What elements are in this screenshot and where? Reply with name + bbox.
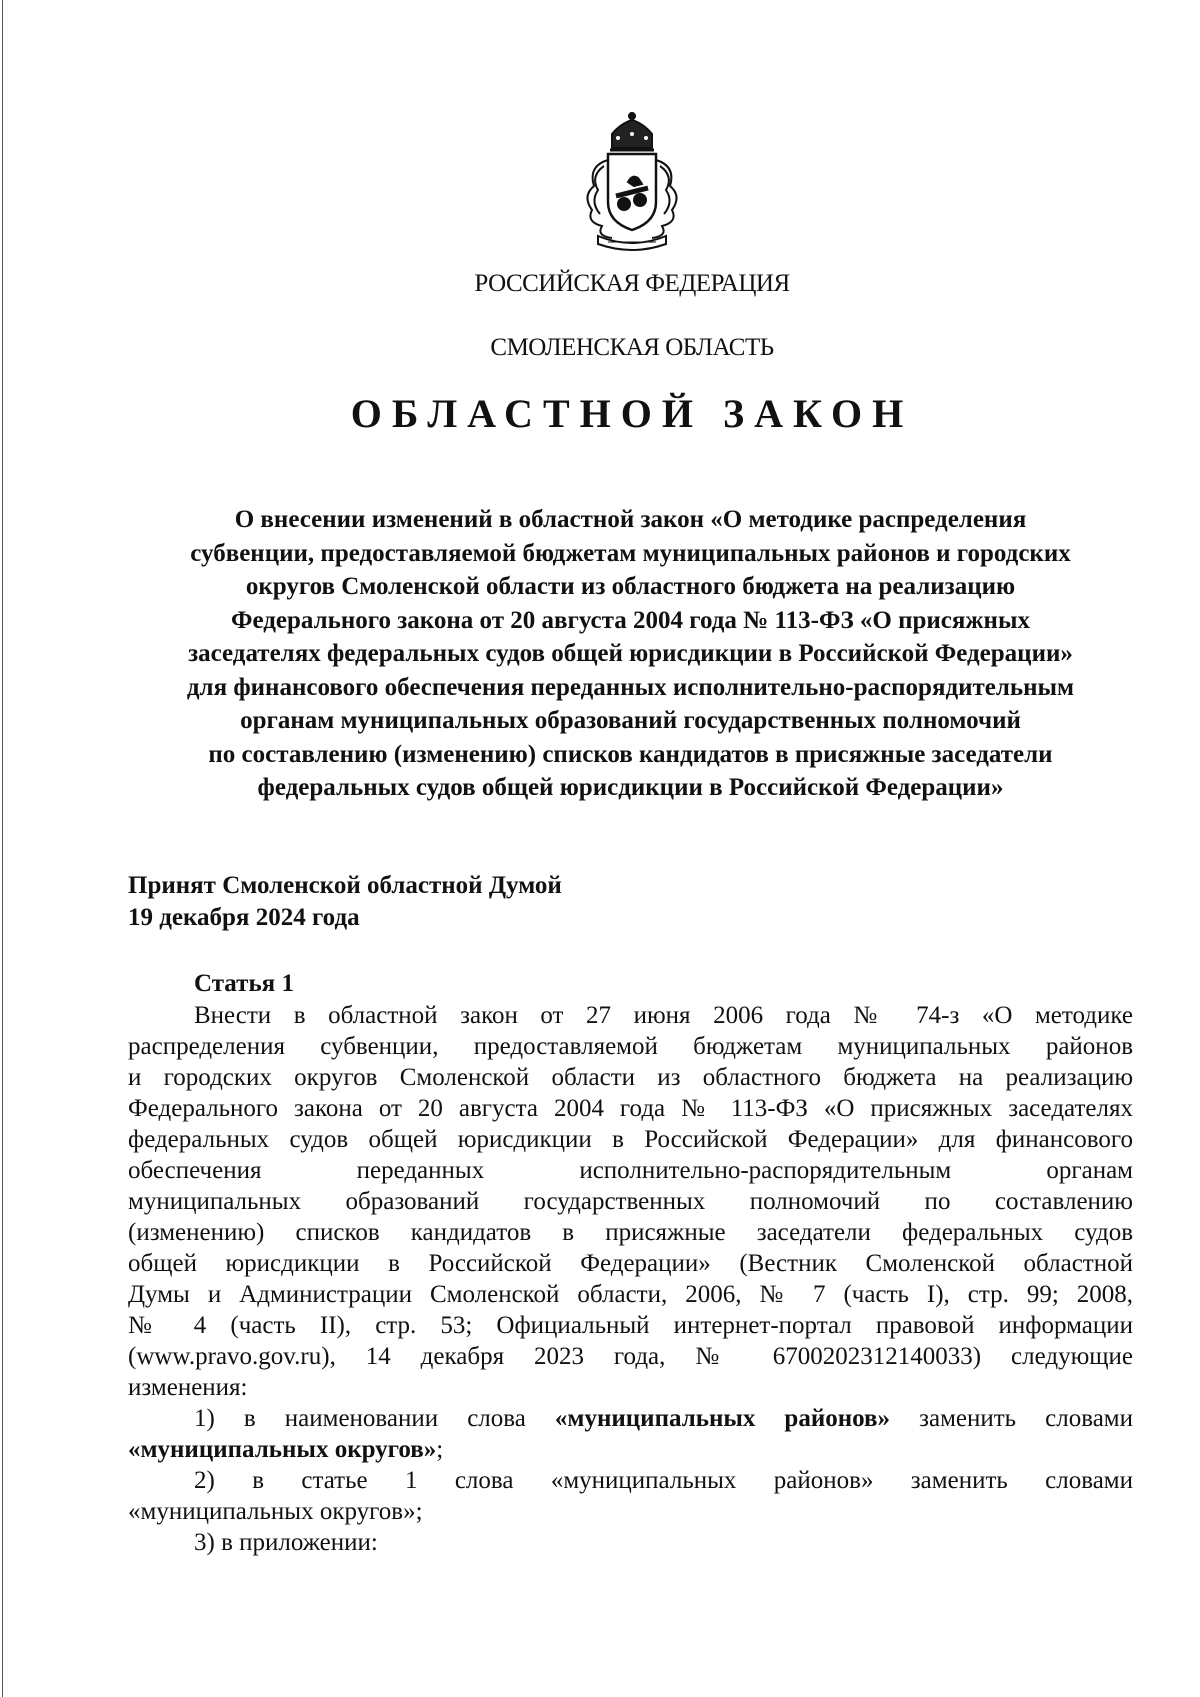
law-title-line: округов Смоленской области из областного бюджета на реализацию xyxy=(245,573,1016,600)
law-title-line: по составлению (изменению) списков кандидатов в присяжные заседатели xyxy=(208,740,1053,768)
list-item-1-line xyxy=(128,1403,1133,1434)
paragraph-line: распределения субвенции, предоставляемой бюджетам муниципальных районов xyxy=(128,1033,1133,1060)
list-item-1-old-words: «муниципальных районов» xyxy=(554,1405,891,1432)
article-body xyxy=(128,1000,1133,1558)
list-item-1-line xyxy=(128,1434,1133,1465)
list-item-1-middle: заменить словами xyxy=(890,1405,1133,1432)
list-item-1-prefix: 1) в наименовании слова xyxy=(194,1405,555,1432)
scan-edge-line xyxy=(2,0,3,1697)
law-title-line: О внесении изменений в областной закон «О методике распределения xyxy=(234,506,1027,533)
smolensk-coat-of-arms-icon xyxy=(568,110,696,252)
paragraph-line: федеральных судов общей юрисдикции в Российской Федерации» для финансового xyxy=(128,1126,1133,1153)
list-item-1-suffix: ; xyxy=(436,1436,444,1463)
paragraph-line: общей юрисдикции в Российской Федерации» (Вестник Смоленской областной xyxy=(128,1250,1133,1277)
list-item-1-new-words: «муниципальных округов» xyxy=(128,1436,437,1463)
paragraph-line: (www.pravo.gov.ru), 14 декабря 2023 года, № 6700202312140033) следующие xyxy=(128,1343,1133,1370)
paragraph-line: изменения: xyxy=(128,1374,248,1401)
law-title-line: субвенции, предоставляемой бюджетам муниципальных районов и городских xyxy=(190,539,1071,567)
law-title-line: для финансового обеспечения переданных исполнительно-распорядительным xyxy=(186,673,1075,701)
article-heading: Статья 1 xyxy=(194,970,294,997)
list-item-3-line: 3) в приложении: xyxy=(194,1529,378,1556)
list-item-2-line: 2) в статье 1 слова «муниципальных районов» заменить словами xyxy=(194,1467,1133,1494)
law-title-line: федеральных судов общей юрисдикции в Российской Федерации» xyxy=(257,774,1004,801)
paragraph-line: Федерального закона от 20 августа 2004 года № 113-ФЗ «О присяжных заседателях xyxy=(128,1095,1133,1122)
document-type-heading: ОБЛАСТНОЙ ЗАКОН xyxy=(350,391,914,436)
paragraph-line: обеспечения переданных исполнительно-распорядительным органам xyxy=(128,1157,1133,1184)
law-title xyxy=(128,503,1133,805)
law-title-line: органам муниципальных образований государственных полномочий xyxy=(240,707,1021,734)
paragraph-line: муниципальных образований государственных полномочий по составлению xyxy=(128,1188,1133,1215)
paragraph-line: (изменению) списков кандидатов в присяжные заседатели федеральных судов xyxy=(128,1219,1133,1246)
law-title-line: заседателях федеральных судов общей юрисдикции в Российской Федерации» xyxy=(188,640,1073,667)
paragraph-line: Внести в областной закон от 27 июня 2006 года № 74-з «О методике xyxy=(194,1002,1133,1029)
adoption-block xyxy=(128,870,562,934)
region-heading: СМОЛЕНСКАЯ ОБЛАСТЬ xyxy=(490,334,774,361)
law-title-line: Федерального закона от 20 августа 2004 года № 113-ФЗ «О присяжных xyxy=(231,606,1030,634)
paragraph-line: № 4 (часть II), стр. 53; Официальный интернет-портал правовой информации xyxy=(128,1312,1133,1339)
paragraph-line: и городских округов Смоленской области из областного бюджета на реализацию xyxy=(128,1064,1133,1091)
country-heading: РОССИЙСКАЯ ФЕДЕРАЦИЯ xyxy=(474,270,790,297)
paragraph-line: Думы и Администрации Смоленской области, 2006, № 7 (часть I), стр. 99; 2008, xyxy=(128,1281,1133,1308)
adoption-body: Принят Смоленской областной Думой xyxy=(128,872,562,899)
list-item-2-line: «муниципальных округов»; xyxy=(128,1498,423,1525)
adoption-date: 19 декабря 2024 года xyxy=(128,904,360,931)
